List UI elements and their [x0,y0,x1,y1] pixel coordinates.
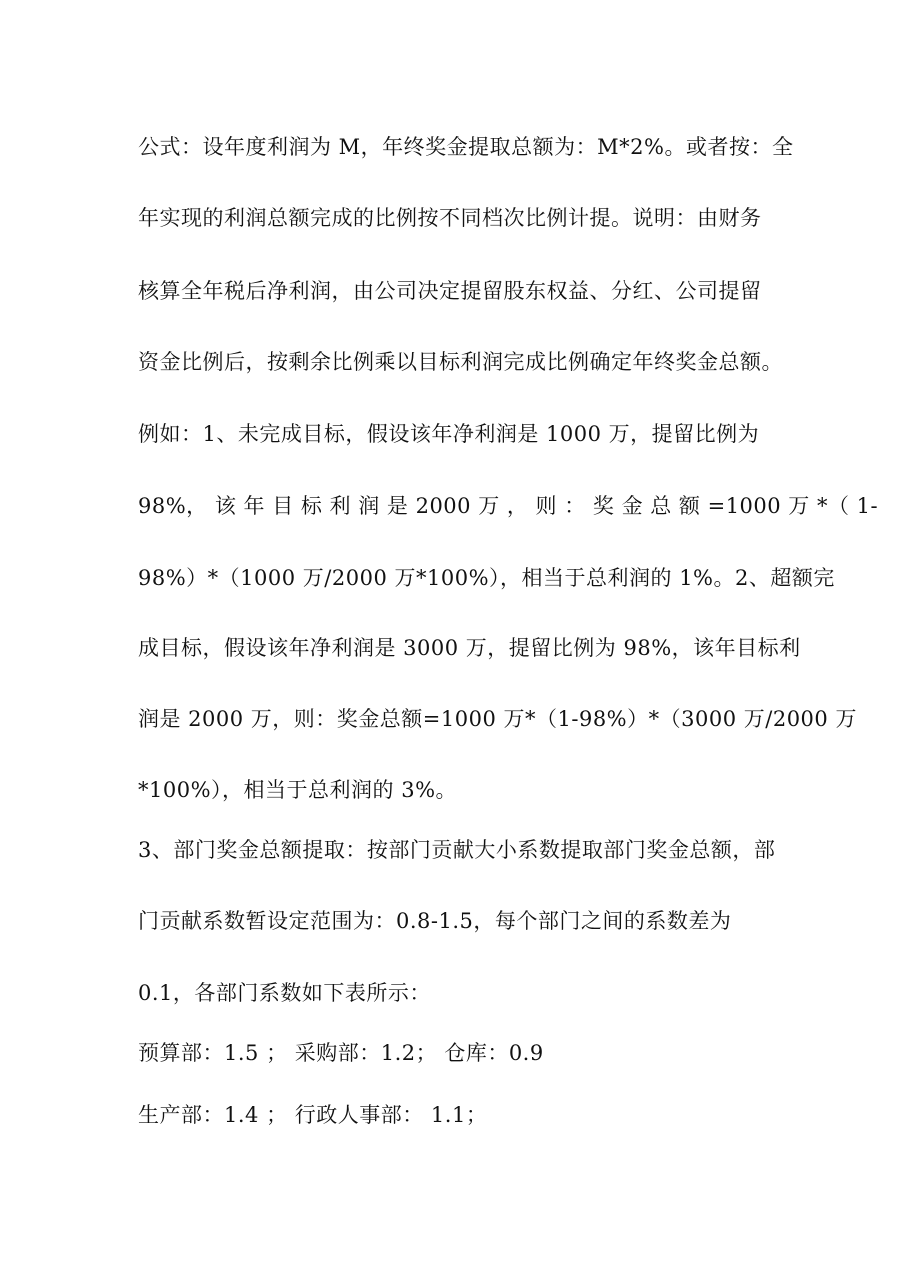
paragraph-line-12: 门贡献系数暂设定范围为：0.8-1.5，每个部门之间的系数差为 [138,909,732,933]
paragraph-line-11: 3、部门奖金总额提取：按部门贡献大小系数提取部门奖金总额，部 [138,838,776,862]
paragraph-line-1: 公式：设年度利润为 M，年终奖金提取总额为：M*2%。或者按：全 [138,135,794,159]
paragraph-line-9: 润是 2000 万，则：奖金总额=1000 万*（1-98%）*（3000 万/2000 万 [138,707,857,731]
paragraph-line-7: 98%）*（1000 万/2000 万*100%），相当于总利润的 1%。2、超额完 [138,566,835,590]
paragraph-line-8: 成目标，假设该年净利润是 3000 万，提留比例为 98%，该年目标利 [138,636,801,660]
paragraph-line-10: *100%），相当于总利润的 3%。 [138,778,458,802]
department-list-line-1: 预算部：1.5 ； 采购部：1.2； 仓库：0.9 [138,1041,544,1065]
paragraph-line-4: 资金比例后，按剩余比例乘以目标利润完成比例确定年终奖金总额。 [138,350,783,374]
paragraph-line-2: 年实现的利润总额完成的比例按不同档次比例计提。说明：由财务 [138,206,762,230]
paragraph-line-6: 98%， 该 年 目 标 利 润 是 2000 万 ， 则 ： 奖 金 总 额 =1000 万 *（ 1- [138,494,879,518]
department-list-line-2: 生产部：1.4 ； 行政人事部： 1.1； [138,1103,488,1127]
paragraph-line-5: 例如：1、未完成目标，假设该年净利润是 1000 万，提留比例为 [138,422,760,446]
paragraph-line-3: 核算全年税后净利润，由公司决定提留股东权益、分红、公司提留 [138,279,762,303]
paragraph-line-13: 0.1，各部门系数如下表所示： [138,981,431,1005]
